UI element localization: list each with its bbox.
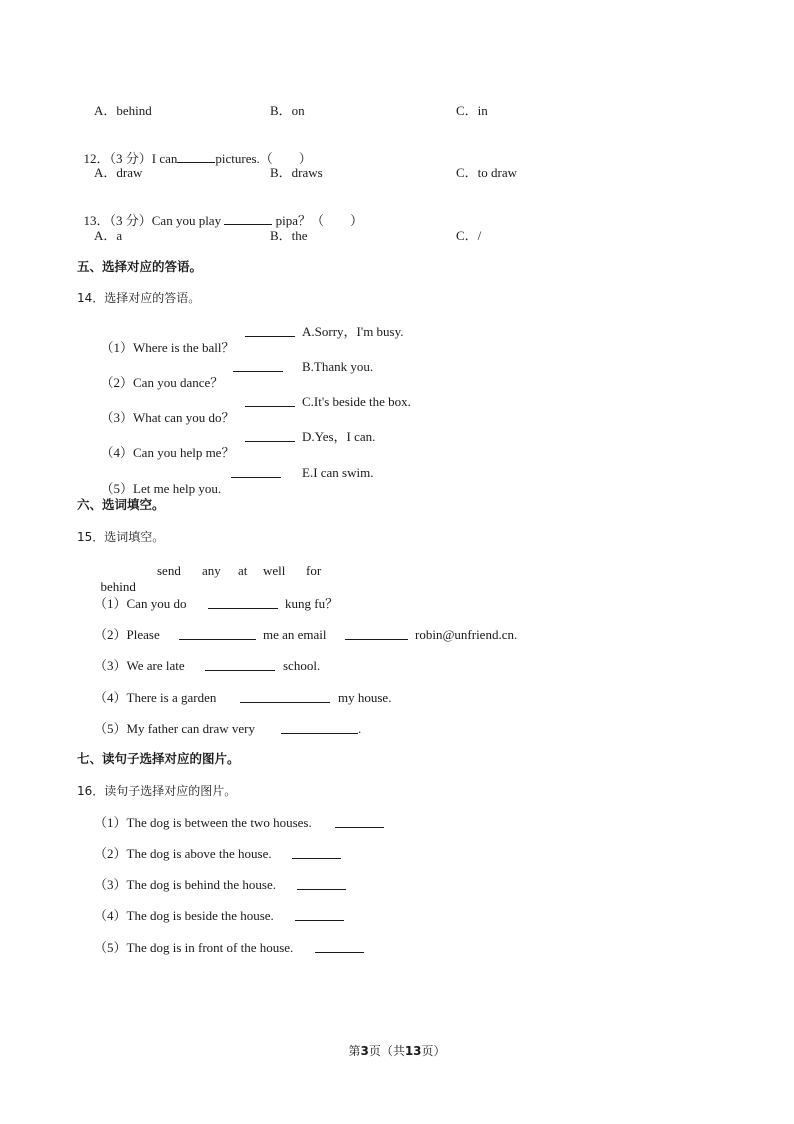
q16-blank-4[interactable] <box>295 908 344 921</box>
q14-question: （1）Where is the ball？ <box>100 340 235 355</box>
q12-stem-pre: 12．（3 分）I can <box>83 151 178 166</box>
q16-blank-2[interactable] <box>292 846 341 859</box>
q14-question: （2）Can you dance？ <box>100 375 224 390</box>
word-bank-word: behind <box>100 579 136 594</box>
q16-title: 16．读句子选择对应的图片。 <box>77 784 237 798</box>
q13-option-a: A．a <box>94 228 123 243</box>
footer-page-number: 3 <box>360 1044 369 1058</box>
q14-item-3 <box>94 394 234 426</box>
q15-item-3-pre: （3）We are late <box>94 658 185 673</box>
q15-blank-1[interactable] <box>208 596 278 609</box>
q12-option-a: A．draw <box>94 165 143 180</box>
q14-item-5 <box>94 465 221 497</box>
footer-mid: 页（共 <box>368 1044 405 1058</box>
q14-option-c: C.It's beside the box. <box>302 394 411 409</box>
q14-item-1 <box>94 324 234 356</box>
q15-blank-4[interactable] <box>240 690 330 703</box>
q15-item-2-post: robin@unfriend.cn. <box>415 627 518 642</box>
q14-blank-3[interactable] <box>245 394 295 407</box>
q13-stem <box>77 196 363 229</box>
q14-item-2 <box>94 359 223 391</box>
word-bank-word: at <box>238 563 248 578</box>
q15-item-1-pre: （1）Can you do <box>94 596 187 611</box>
q14-question: （5）Let me help you. <box>100 481 222 496</box>
footer-post: 页） <box>421 1044 446 1058</box>
q16-item-2: （2）The dog is above the house. <box>94 846 272 861</box>
q14-option-e: E.I can swim. <box>302 465 374 480</box>
q14-item-4 <box>94 429 234 461</box>
q15-item-5-post: . <box>358 721 362 736</box>
q16-item-1: （1）The dog is between the two houses. <box>94 815 312 830</box>
q12-option-b: B．draws <box>270 165 323 180</box>
q15-blank-3[interactable] <box>205 658 275 671</box>
q15-item-2-pre: （2）Please <box>94 627 160 642</box>
q16-item-5: （5）The dog is in front of the house. <box>94 940 294 955</box>
q14-option-b: B.Thank you. <box>302 359 374 374</box>
footer-pre: 第 <box>348 1044 361 1058</box>
q16-blank-3[interactable] <box>297 877 346 890</box>
word-bank <box>94 563 136 595</box>
word-bank-word: any <box>202 563 221 578</box>
q15-title: 15．选词填空。 <box>77 530 165 544</box>
q11-option-a: A．behind <box>94 103 152 118</box>
word-bank-word: for <box>306 563 322 578</box>
footer-total-pages: 13 <box>404 1044 422 1058</box>
section-6-heading: 六、选词填空。 <box>77 497 165 512</box>
q15-blank-5[interactable] <box>281 721 358 734</box>
q14-option-d: D.Yes，I can. <box>302 429 376 444</box>
q15-blank-2b[interactable] <box>345 627 408 640</box>
q15-item-4-post: my house. <box>338 690 392 705</box>
q12-blank[interactable] <box>177 150 215 163</box>
q14-option-a: A.Sorry，I'm busy. <box>302 324 404 339</box>
q11-option-b: B．on <box>270 103 305 118</box>
q15-blank-2a[interactable] <box>179 627 256 640</box>
page-footer <box>0 1042 794 1059</box>
q12-stem-post: pictures.（ ） <box>215 151 312 166</box>
q13-stem-pre: 13．（3 分）Can you play <box>83 213 225 228</box>
section-5-heading: 五、选择对应的答语。 <box>77 259 203 274</box>
q14-blank-2[interactable] <box>233 359 283 372</box>
q16-blank-1[interactable] <box>335 815 384 828</box>
word-bank-word: send <box>157 563 181 578</box>
q15-item-4-pre: （4）There is a garden <box>94 690 217 705</box>
q12-stem <box>77 134 312 167</box>
q16-item-3: （3）The dog is behind the house. <box>94 877 276 892</box>
q12-option-c: C．to draw <box>456 165 518 180</box>
q14-blank-1[interactable] <box>245 324 295 337</box>
q15-item-2-mid: me an email <box>263 627 327 642</box>
q16-item-4: （4）The dog is beside the house. <box>94 908 274 923</box>
q14-blank-4[interactable] <box>245 429 295 442</box>
q13-stem-post: pipa？（ ） <box>272 213 363 228</box>
q16-blank-5[interactable] <box>315 940 364 953</box>
q14-question: （3）What can you do？ <box>100 410 235 425</box>
q14-title: 14．选择对应的答语。 <box>77 291 201 305</box>
q13-option-c: C．/ <box>456 228 482 243</box>
q15-item-1-post: kung fu？ <box>285 596 339 611</box>
word-bank-word: well <box>263 563 286 578</box>
q15-item-5-pre: （5）My father can draw very <box>94 721 255 736</box>
section-7-heading: 七、读句子选择对应的图片。 <box>77 751 240 766</box>
q15-item-3-post: school. <box>283 658 321 673</box>
q11-option-c: C．in <box>456 103 488 118</box>
q14-blank-5[interactable] <box>231 465 281 478</box>
q13-option-b: B．the <box>270 228 308 243</box>
q13-blank[interactable] <box>224 212 272 225</box>
q14-question: （4）Can you help me？ <box>100 445 235 460</box>
